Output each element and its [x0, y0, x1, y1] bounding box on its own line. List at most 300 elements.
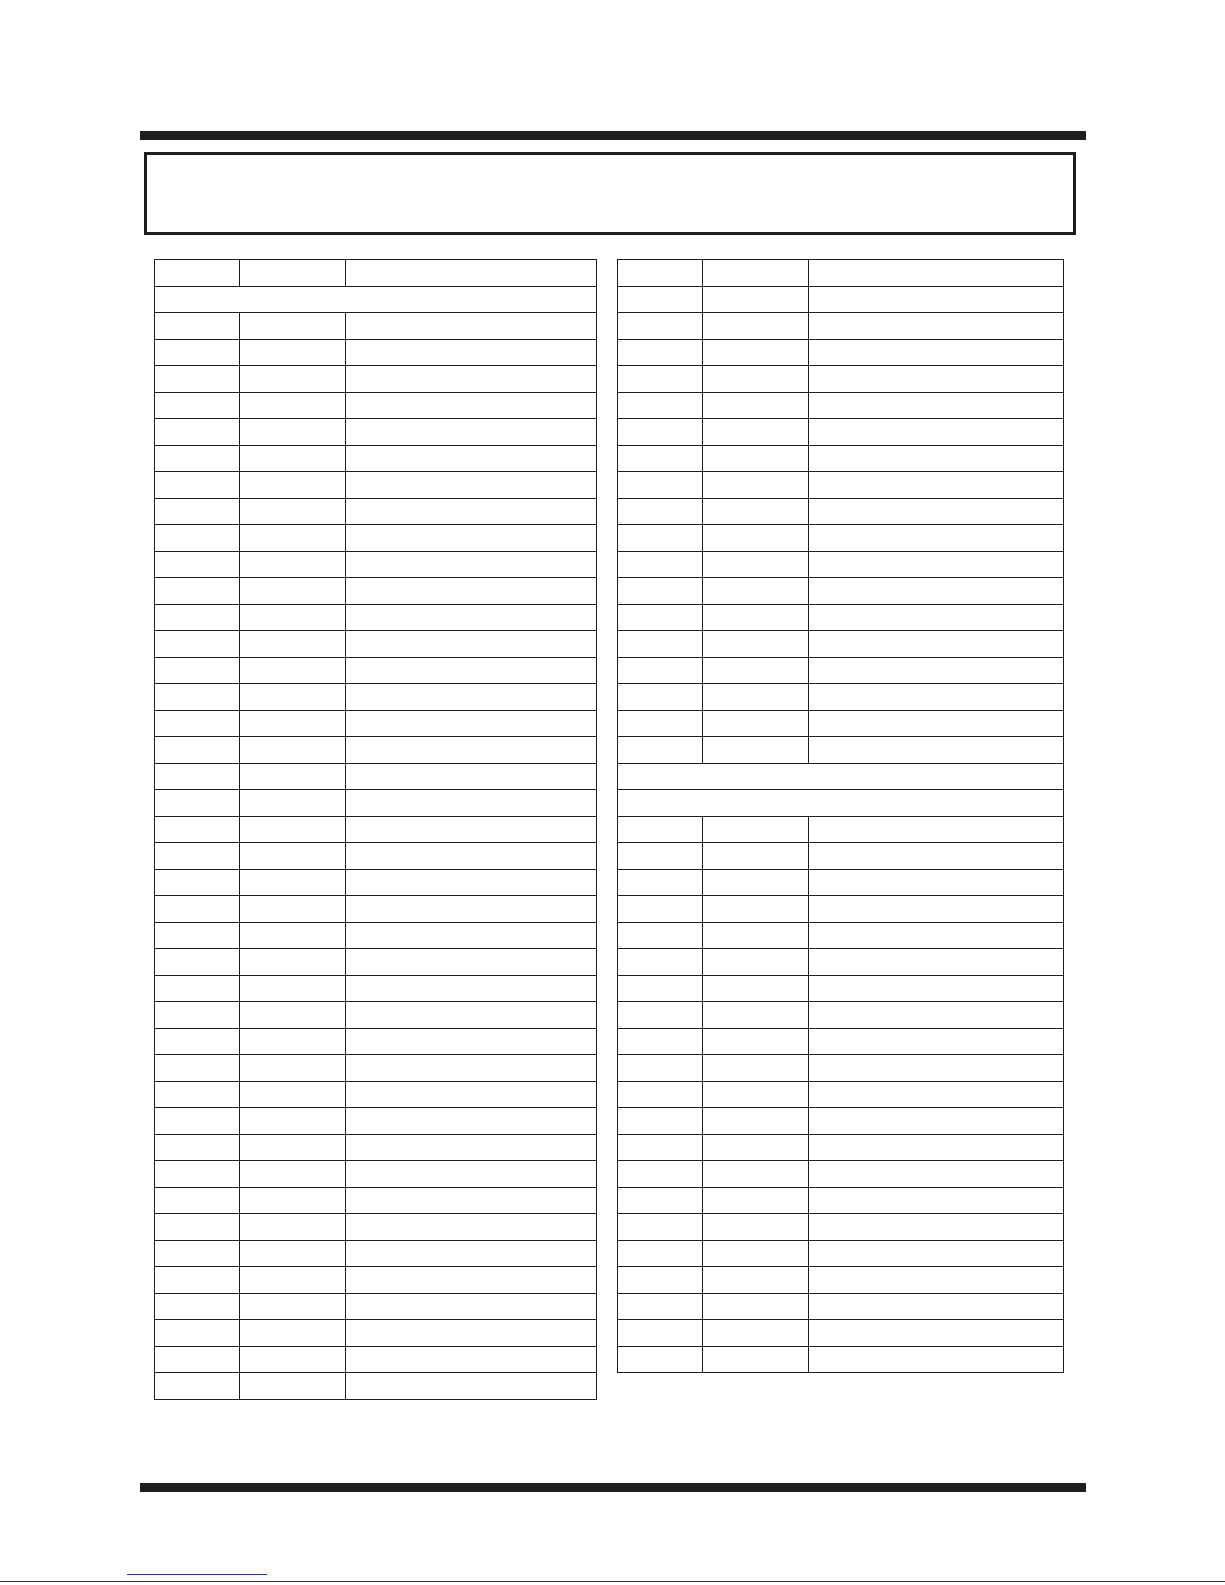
table-cell: [703, 392, 809, 419]
table-row: [155, 1002, 597, 1029]
table-cell: [703, 657, 809, 684]
table-cell: [155, 1108, 240, 1135]
table-row: [618, 1320, 1064, 1347]
table-row: [618, 710, 1064, 737]
table-cell: [703, 816, 809, 843]
table-cell: [240, 1240, 346, 1267]
table-cell: [809, 604, 1064, 631]
table-row: [155, 578, 597, 605]
table-row: [155, 1187, 597, 1214]
table-cell: [240, 843, 346, 870]
table-cell: [240, 631, 346, 658]
table-row: [155, 790, 597, 817]
section-row: [155, 286, 597, 313]
table-cell: [155, 1320, 240, 1347]
table-cell: [155, 737, 240, 764]
table-cell: [240, 1320, 346, 1347]
table-cell: [703, 737, 809, 764]
table-cell: [618, 286, 703, 313]
table-cell: [346, 1214, 597, 1241]
table-cell: [346, 260, 597, 287]
table-cell: [346, 445, 597, 472]
table-row: [618, 737, 1064, 764]
table-row: [618, 975, 1064, 1002]
table-cell: [346, 816, 597, 843]
table-row: [155, 419, 597, 446]
table-cell: [618, 1293, 703, 1320]
table-cell: [155, 551, 240, 578]
table-cell: [155, 1267, 240, 1294]
table-cell: [240, 1187, 346, 1214]
table-cell: [240, 392, 346, 419]
table-cell: [703, 286, 809, 313]
top-rule: [140, 131, 1086, 140]
table-cell: [703, 1055, 809, 1082]
table-cell: [618, 1267, 703, 1294]
table-cell: [240, 869, 346, 896]
table-row: [618, 869, 1064, 896]
table-cell: [809, 578, 1064, 605]
table-row: [618, 1161, 1064, 1188]
table-cell: [346, 869, 597, 896]
table-cell: [703, 1081, 809, 1108]
table-cell: [809, 1214, 1064, 1241]
table-row: [155, 392, 597, 419]
table-cell: [703, 1161, 809, 1188]
table-cell: [809, 1187, 1064, 1214]
table-row: [618, 366, 1064, 393]
table-cell: [346, 631, 597, 658]
table-cell: [155, 445, 240, 472]
table-cell: [618, 1214, 703, 1241]
table-cell: [618, 710, 703, 737]
table-row: [155, 525, 597, 552]
table-cell: [346, 896, 597, 923]
table-cell: [703, 869, 809, 896]
table-row: [155, 896, 597, 923]
table-cell: [346, 1134, 597, 1161]
table-cell: [809, 1055, 1064, 1082]
table-cell: [240, 604, 346, 631]
table-row: [618, 419, 1064, 446]
table-cell: [346, 1240, 597, 1267]
table-cell: [809, 1134, 1064, 1161]
table-header-row: [618, 260, 1064, 287]
table-cell: [618, 525, 703, 552]
table-cell: [618, 392, 703, 419]
table-cell: [240, 525, 346, 552]
table-row: [618, 816, 1064, 843]
table-cell: [809, 472, 1064, 499]
table-row: [155, 869, 597, 896]
table-cell: [809, 1346, 1064, 1373]
table-cell: [155, 1373, 240, 1400]
table-row: [155, 1108, 597, 1135]
table-cell: [703, 1267, 809, 1294]
table-row: [155, 366, 597, 393]
table-cell: [155, 1240, 240, 1267]
table-row: [155, 843, 597, 870]
table-cell: [703, 339, 809, 366]
table-cell: [618, 366, 703, 393]
table-cell: [809, 843, 1064, 870]
table-cell: [809, 1002, 1064, 1029]
table-cell: [618, 949, 703, 976]
table-cell: [703, 1293, 809, 1320]
section-row: [618, 763, 1064, 790]
table-row: [155, 445, 597, 472]
table-row: [155, 1081, 597, 1108]
table-row: [618, 498, 1064, 525]
table-cell: [155, 657, 240, 684]
table-cell: [240, 1028, 346, 1055]
table-row: [155, 684, 597, 711]
table-cell: [240, 975, 346, 1002]
table-cell: [240, 1002, 346, 1029]
table-cell: [346, 1267, 597, 1294]
table-row: [155, 763, 597, 790]
table-cell: [618, 869, 703, 896]
table-cell: [618, 896, 703, 923]
table-cell: [809, 339, 1064, 366]
table-cell: [703, 1134, 809, 1161]
table-row: [155, 498, 597, 525]
table-cell: [618, 551, 703, 578]
table-cell: [618, 1240, 703, 1267]
table-cell: [618, 631, 703, 658]
table-row: [155, 1055, 597, 1082]
table-cell: [155, 260, 240, 287]
table-cell: [346, 1320, 597, 1347]
left-table: [154, 259, 597, 1400]
table-cell: [155, 1081, 240, 1108]
table-cell: [703, 604, 809, 631]
table-cell: [346, 313, 597, 340]
footer-line: [0, 1580, 1225, 1582]
table-cell: [809, 366, 1064, 393]
table-cell: [618, 922, 703, 949]
table-cell: [809, 1267, 1064, 1294]
table-cell: [346, 419, 597, 446]
table-row: [618, 1134, 1064, 1161]
table-cell: [240, 1373, 346, 1400]
table-cell: [618, 790, 1064, 817]
table-cell: [240, 1214, 346, 1241]
table-cell: [346, 604, 597, 631]
table-cell: [240, 684, 346, 711]
table-cell: [618, 843, 703, 870]
table-cell: [618, 578, 703, 605]
table-cell: [618, 339, 703, 366]
table-cell: [809, 869, 1064, 896]
table-cell: [346, 710, 597, 737]
table-cell: [809, 419, 1064, 446]
table-cell: [618, 1108, 703, 1135]
table-cell: [809, 1108, 1064, 1135]
table-cell: [703, 1214, 809, 1241]
table-row: [618, 1346, 1064, 1373]
table-row: [155, 975, 597, 1002]
table-cell: [703, 419, 809, 446]
table-cell: [155, 869, 240, 896]
table-cell: [809, 657, 1064, 684]
table-cell: [346, 684, 597, 711]
table-cell: [618, 1134, 703, 1161]
table-cell: [618, 737, 703, 764]
table-cell: [346, 657, 597, 684]
table-cell: [240, 366, 346, 393]
table-cell: [618, 1161, 703, 1188]
table-row: [155, 949, 597, 976]
table-row: [618, 339, 1064, 366]
title-box: [144, 152, 1076, 235]
table-row: [618, 1187, 1064, 1214]
table-row: [618, 472, 1064, 499]
table-cell: [155, 896, 240, 923]
table-row: [155, 1161, 597, 1188]
table-cell: [346, 525, 597, 552]
table-row: [155, 1214, 597, 1241]
table-cell: [240, 313, 346, 340]
table-cell: [240, 1108, 346, 1135]
table-cell: [155, 498, 240, 525]
table-cell: [703, 472, 809, 499]
table-cell: [346, 763, 597, 790]
table-cell: [618, 260, 703, 287]
table-cell: [703, 498, 809, 525]
table-cell: [809, 684, 1064, 711]
table-cell: [240, 1161, 346, 1188]
table-cell: [809, 525, 1064, 552]
table-cell: [809, 498, 1064, 525]
table-row: [155, 1134, 597, 1161]
table-row: [155, 604, 597, 631]
table-cell: [703, 684, 809, 711]
table-cell: [703, 1028, 809, 1055]
table-cell: [618, 816, 703, 843]
table-row: [618, 631, 1064, 658]
table-cell: [240, 1346, 346, 1373]
table-cell: [703, 525, 809, 552]
footer-link[interactable]: [127, 1573, 267, 1575]
table-cell: [346, 1293, 597, 1320]
table-cell: [618, 1320, 703, 1347]
table-cell: [155, 922, 240, 949]
table-cell: [155, 1055, 240, 1082]
table-cell: [618, 763, 1064, 790]
table-cell: [809, 816, 1064, 843]
table-row: [155, 1320, 597, 1347]
table-row: [618, 922, 1064, 949]
table-row: [618, 551, 1064, 578]
table-cell: [618, 1002, 703, 1029]
table-cell: [155, 1134, 240, 1161]
table-cell: [155, 710, 240, 737]
table-cell: [346, 551, 597, 578]
table-cell: [155, 286, 597, 313]
section-row: [618, 790, 1064, 817]
table-cell: [155, 763, 240, 790]
table-cell: [240, 1293, 346, 1320]
table-row: [618, 1214, 1064, 1241]
table-row: [155, 922, 597, 949]
table-cell: [240, 737, 346, 764]
table-cell: [346, 975, 597, 1002]
table-cell: [346, 472, 597, 499]
table-cell: [346, 1373, 597, 1400]
table-cell: [155, 578, 240, 605]
table-cell: [240, 763, 346, 790]
table-row: [155, 1346, 597, 1373]
table-row: [155, 551, 597, 578]
table-cell: [346, 1081, 597, 1108]
table-row: [618, 1055, 1064, 1082]
table-cell: [703, 843, 809, 870]
table-cell: [155, 816, 240, 843]
table-cell: [809, 975, 1064, 1002]
table-cell: [155, 1187, 240, 1214]
table-cell: [346, 339, 597, 366]
table-cell: [155, 684, 240, 711]
table-cell: [240, 1267, 346, 1294]
table-row: [155, 1267, 597, 1294]
table-cell: [155, 1161, 240, 1188]
table-cell: [346, 790, 597, 817]
table-row: [618, 896, 1064, 923]
table-cell: [809, 1320, 1064, 1347]
table-cell: [703, 1240, 809, 1267]
table-row: [155, 816, 597, 843]
table-cell: [346, 1346, 597, 1373]
table-cell: [809, 1081, 1064, 1108]
table-header-row: [155, 260, 597, 287]
table-cell: [618, 975, 703, 1002]
table-row: [155, 313, 597, 340]
table-cell: [703, 260, 809, 287]
table-cell: [703, 1002, 809, 1029]
table-cell: [346, 366, 597, 393]
table-row: [618, 1267, 1064, 1294]
table-cell: [809, 260, 1064, 287]
table-row: [618, 949, 1064, 976]
table-cell: [155, 1214, 240, 1241]
table-cell: [703, 896, 809, 923]
table-row: [618, 286, 1064, 313]
table-cell: [240, 419, 346, 446]
table-cell: [703, 578, 809, 605]
table-cell: [155, 843, 240, 870]
table-cell: [703, 710, 809, 737]
table-cell: [618, 1055, 703, 1082]
table-cell: [346, 1187, 597, 1214]
table-cell: [155, 472, 240, 499]
table-cell: [240, 657, 346, 684]
table-row: [155, 472, 597, 499]
table-cell: [809, 445, 1064, 472]
table-cell: [155, 631, 240, 658]
table-cell: [155, 790, 240, 817]
table-cell: [346, 578, 597, 605]
table-cell: [703, 1187, 809, 1214]
table-cell: [240, 445, 346, 472]
table-cell: [703, 366, 809, 393]
table-cell: [703, 313, 809, 340]
table-row: [155, 710, 597, 737]
table-cell: [618, 657, 703, 684]
table-cell: [809, 1161, 1064, 1188]
table-row: [618, 1293, 1064, 1320]
table-row: [618, 445, 1064, 472]
table-cell: [703, 445, 809, 472]
table-cell: [809, 551, 1064, 578]
table-cell: [155, 975, 240, 1002]
table-cell: [809, 631, 1064, 658]
table-cell: [346, 949, 597, 976]
table-cell: [155, 525, 240, 552]
table-cell: [240, 1134, 346, 1161]
table-cell: [240, 339, 346, 366]
table-cell: [809, 922, 1064, 949]
table-cell: [703, 975, 809, 1002]
table-cell: [155, 949, 240, 976]
table-cell: [809, 392, 1064, 419]
table-row: [618, 604, 1064, 631]
table-cell: [618, 472, 703, 499]
table-cell: [809, 313, 1064, 340]
table-cell: [703, 1346, 809, 1373]
table-cell: [703, 1108, 809, 1135]
table-row: [155, 631, 597, 658]
table-cell: [240, 551, 346, 578]
table-cell: [703, 949, 809, 976]
table-cell: [703, 631, 809, 658]
table-cell: [618, 445, 703, 472]
table-cell: [240, 896, 346, 923]
table-cell: [155, 1002, 240, 1029]
table-cell: [346, 1055, 597, 1082]
table-cell: [618, 1028, 703, 1055]
table-cell: [618, 1346, 703, 1373]
table-cell: [618, 684, 703, 711]
table-cell: [809, 949, 1064, 976]
table-cell: [155, 339, 240, 366]
table-cell: [240, 816, 346, 843]
table-cell: [809, 737, 1064, 764]
table-cell: [155, 392, 240, 419]
right-table: [617, 259, 1064, 1373]
table-cell: [346, 737, 597, 764]
table-cell: [809, 710, 1064, 737]
table-row: [618, 392, 1064, 419]
table-cell: [346, 1161, 597, 1188]
table-row: [155, 657, 597, 684]
table-row: [618, 1028, 1064, 1055]
table-cell: [240, 260, 346, 287]
table-cell: [155, 1346, 240, 1373]
table-row: [618, 657, 1064, 684]
table-cell: [703, 551, 809, 578]
table-cell: [346, 1108, 597, 1135]
table-cell: [703, 922, 809, 949]
table-row: [618, 843, 1064, 870]
table-row: [155, 1028, 597, 1055]
table-row: [618, 1240, 1064, 1267]
table-row: [618, 1002, 1064, 1029]
table-cell: [346, 843, 597, 870]
table-cell: [240, 949, 346, 976]
table-cell: [809, 1028, 1064, 1055]
table-cell: [618, 1081, 703, 1108]
